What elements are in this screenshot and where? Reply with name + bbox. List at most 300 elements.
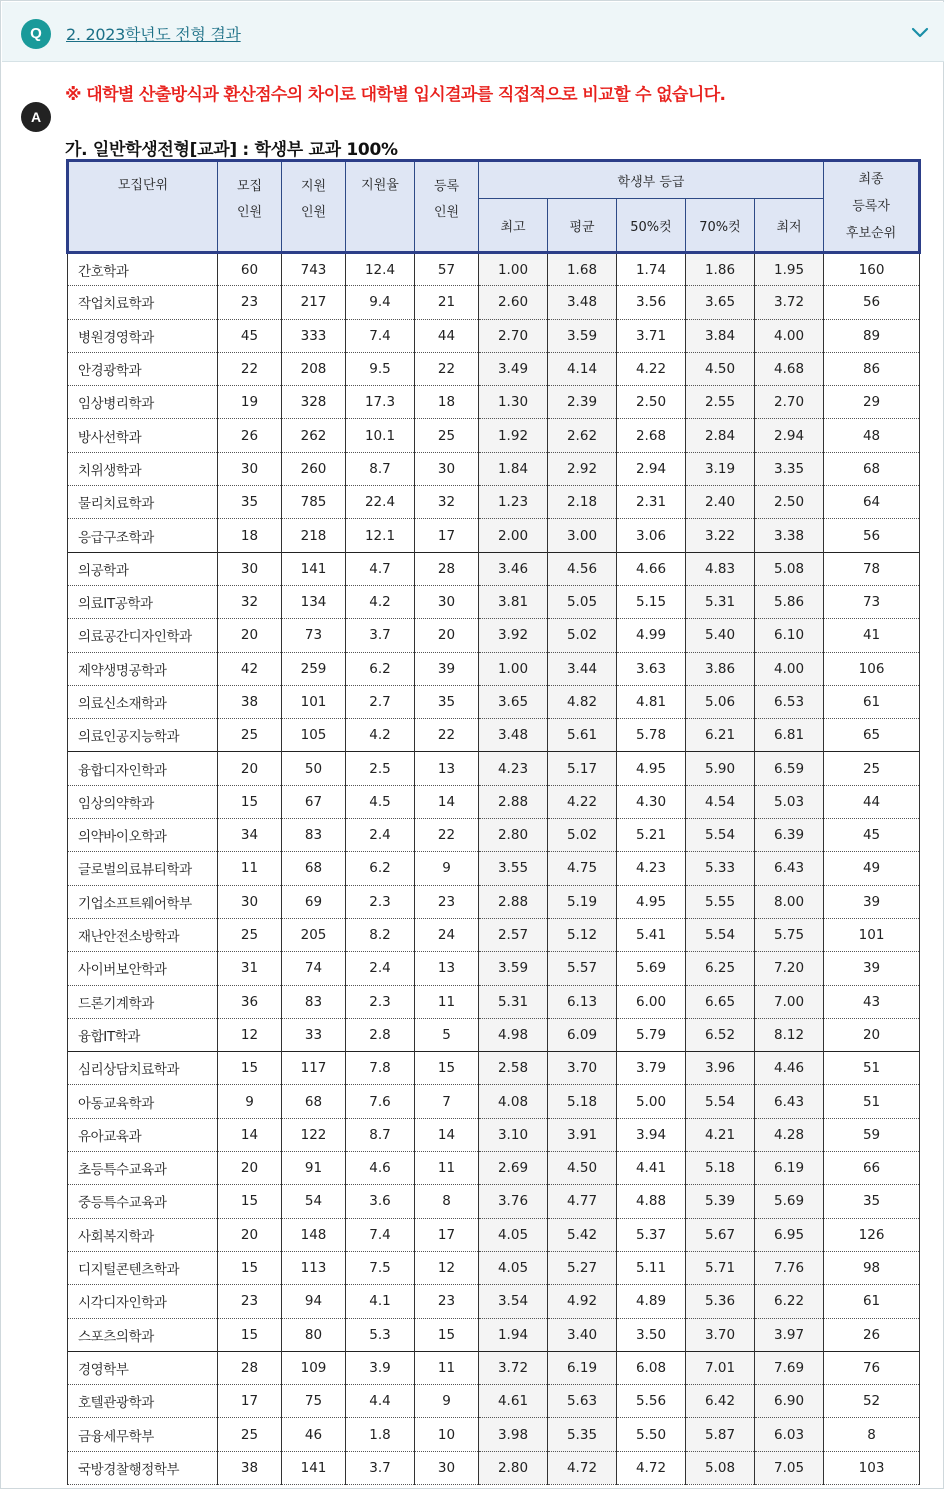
cell-grade-p70: 5.40 bbox=[686, 619, 755, 652]
cell-quota: 25 bbox=[218, 918, 282, 951]
cell-waitlist: 61 bbox=[824, 1285, 920, 1318]
cell-grade-min: 2.50 bbox=[755, 486, 824, 519]
cell-grade-p50: 4.30 bbox=[617, 785, 686, 818]
cell-registered: 30 bbox=[415, 452, 479, 485]
cell-waitlist: 65 bbox=[824, 719, 920, 752]
cell-grade-p50: 5.69 bbox=[617, 952, 686, 985]
cell-grade-p70: 5.39 bbox=[686, 1185, 755, 1218]
cell-quota: 15 bbox=[218, 1251, 282, 1284]
cell-applicants: 94 bbox=[282, 1285, 346, 1318]
cell-applicants: 80 bbox=[282, 1318, 346, 1351]
cell-grade-p70: 5.90 bbox=[686, 752, 755, 785]
cell-ratio: 8.2 bbox=[346, 918, 415, 951]
cell-grade-p70: 5.87 bbox=[686, 1418, 755, 1451]
cell-waitlist: 8 bbox=[824, 1418, 920, 1451]
answer-badge: A bbox=[21, 102, 51, 132]
cell-grade-min: 4.00 bbox=[755, 319, 824, 352]
table-row bbox=[68, 1052, 920, 1085]
cell-grade-p70: 5.71 bbox=[686, 1251, 755, 1284]
cell-grade-p50: 3.50 bbox=[617, 1318, 686, 1351]
cell-registered: 15 bbox=[415, 1052, 479, 1085]
cell-waitlist: 89 bbox=[824, 319, 920, 352]
cell-quota: 35 bbox=[218, 486, 282, 519]
table-row bbox=[68, 1185, 920, 1218]
header-ratio: 지원율 bbox=[346, 161, 415, 253]
cell-grade-avg: 4.82 bbox=[548, 685, 617, 718]
cell-waitlist: 98 bbox=[824, 1251, 920, 1284]
table-row bbox=[68, 519, 920, 552]
cell-grade-avg: 3.40 bbox=[548, 1318, 617, 1351]
cell-unit: 의료IT공학과 bbox=[68, 585, 218, 618]
cell-grade-p70: 3.65 bbox=[686, 286, 755, 319]
cell-grade-p70: 5.36 bbox=[686, 1285, 755, 1318]
cell-ratio: 2.5 bbox=[346, 752, 415, 785]
cell-grade-p50: 5.15 bbox=[617, 585, 686, 618]
cell-registered: 5 bbox=[415, 1018, 479, 1051]
cell-grade-max: 1.94 bbox=[479, 1318, 548, 1351]
cell-unit: 경영학부 bbox=[68, 1351, 218, 1384]
cell-registered: 57 bbox=[415, 253, 479, 286]
cell-quota: 25 bbox=[218, 1418, 282, 1451]
cell-unit: 심리상담치료학과 bbox=[68, 1052, 218, 1085]
cell-grade-max: 1.30 bbox=[479, 386, 548, 419]
cell-grade-min: 5.69 bbox=[755, 1185, 824, 1218]
cell-grade-p70: 5.54 bbox=[686, 1085, 755, 1118]
cell-waitlist: 44 bbox=[824, 785, 920, 818]
cell-grade-max: 3.65 bbox=[479, 685, 548, 718]
cell-grade-avg: 3.44 bbox=[548, 652, 617, 685]
cell-grade-p70: 2.55 bbox=[686, 386, 755, 419]
cell-grade-avg: 5.17 bbox=[548, 752, 617, 785]
cell-grade-avg: 5.42 bbox=[548, 1218, 617, 1251]
cell-quota: 25 bbox=[218, 719, 282, 752]
cell-grade-max: 3.92 bbox=[479, 619, 548, 652]
cell-unit: 중등특수교육과 bbox=[68, 1185, 218, 1218]
cell-grade-max: 1.00 bbox=[479, 652, 548, 685]
cell-grade-min: 8.00 bbox=[755, 885, 824, 918]
cell-applicants: 217 bbox=[282, 286, 346, 319]
cell-grade-min: 8.12 bbox=[755, 1018, 824, 1051]
cell-quota: 18 bbox=[218, 519, 282, 552]
cell-applicants: 75 bbox=[282, 1385, 346, 1418]
table-row bbox=[68, 685, 920, 718]
cell-grade-p70: 3.70 bbox=[686, 1318, 755, 1351]
header-applicants: 지원 인원 bbox=[282, 161, 346, 253]
cell-grade-p50: 5.41 bbox=[617, 918, 686, 951]
cell-applicants: 122 bbox=[282, 1118, 346, 1151]
cell-grade-max: 1.23 bbox=[479, 486, 548, 519]
cell-grade-max: 2.00 bbox=[479, 519, 548, 552]
cell-grade-max: 4.61 bbox=[479, 1385, 548, 1418]
cell-unit: 사이버보안학과 bbox=[68, 952, 218, 985]
cell-grade-p70: 6.21 bbox=[686, 719, 755, 752]
cell-waitlist: 86 bbox=[824, 352, 920, 385]
cell-quota: 20 bbox=[218, 619, 282, 652]
cell-grade-p70: 5.08 bbox=[686, 1451, 755, 1484]
table-row bbox=[68, 419, 920, 452]
cell-grade-avg: 5.02 bbox=[548, 819, 617, 852]
cell-grade-p70: 2.84 bbox=[686, 419, 755, 452]
table-row bbox=[68, 1152, 920, 1185]
cell-ratio: 12.4 bbox=[346, 253, 415, 286]
cell-ratio: 9.5 bbox=[346, 352, 415, 385]
cell-grade-avg: 5.12 bbox=[548, 918, 617, 951]
cell-grade-avg: 5.57 bbox=[548, 952, 617, 985]
cell-registered: 14 bbox=[415, 1118, 479, 1151]
cell-registered: 44 bbox=[415, 319, 479, 352]
table-row bbox=[68, 752, 920, 785]
cell-registered: 11 bbox=[415, 1351, 479, 1384]
table-row bbox=[68, 585, 920, 618]
cell-grade-p70: 3.96 bbox=[686, 1052, 755, 1085]
table-row bbox=[68, 486, 920, 519]
cell-applicants: 50 bbox=[282, 752, 346, 785]
cell-quota: 9 bbox=[218, 1085, 282, 1118]
cell-grade-min: 6.81 bbox=[755, 719, 824, 752]
cell-quota: 15 bbox=[218, 1052, 282, 1085]
cell-grade-max: 3.55 bbox=[479, 852, 548, 885]
cell-quota: 38 bbox=[218, 1451, 282, 1484]
cell-applicants: 141 bbox=[282, 552, 346, 585]
cell-grade-avg: 5.27 bbox=[548, 1251, 617, 1284]
cell-applicants: 113 bbox=[282, 1251, 346, 1284]
cell-grade-max: 2.57 bbox=[479, 918, 548, 951]
cell-unit: 디지털콘텐츠학과 bbox=[68, 1251, 218, 1284]
table-row bbox=[68, 552, 920, 585]
cell-grade-max: 4.05 bbox=[479, 1251, 548, 1284]
cell-grade-avg: 4.50 bbox=[548, 1152, 617, 1185]
cell-quota: 23 bbox=[218, 286, 282, 319]
cell-ratio: 12.1 bbox=[346, 519, 415, 552]
results-table bbox=[66, 159, 921, 1485]
cell-waitlist: 39 bbox=[824, 885, 920, 918]
cell-grade-min: 3.35 bbox=[755, 452, 824, 485]
cell-registered: 11 bbox=[415, 1152, 479, 1185]
cell-registered: 11 bbox=[415, 985, 479, 1018]
table-row bbox=[68, 452, 920, 485]
cell-ratio: 4.5 bbox=[346, 785, 415, 818]
cell-grade-p70: 2.40 bbox=[686, 486, 755, 519]
cell-grade-p70: 6.25 bbox=[686, 952, 755, 985]
cell-grade-p50: 2.68 bbox=[617, 419, 686, 452]
cell-waitlist: 73 bbox=[824, 585, 920, 618]
cell-registered: 17 bbox=[415, 519, 479, 552]
cell-applicants: 148 bbox=[282, 1218, 346, 1251]
cell-applicants: 218 bbox=[282, 519, 346, 552]
cell-grade-min: 2.94 bbox=[755, 419, 824, 452]
cell-unit: 아동교육학과 bbox=[68, 1085, 218, 1118]
cell-waitlist: 25 bbox=[824, 752, 920, 785]
cell-applicants: 260 bbox=[282, 452, 346, 485]
cell-grade-p70: 7.01 bbox=[686, 1351, 755, 1384]
cell-applicants: 33 bbox=[282, 1018, 346, 1051]
cell-grade-avg: 4.92 bbox=[548, 1285, 617, 1318]
cell-quota: 22 bbox=[218, 352, 282, 385]
cell-grade-p50: 5.78 bbox=[617, 719, 686, 752]
cell-registered: 21 bbox=[415, 286, 479, 319]
cell-waitlist: 59 bbox=[824, 1118, 920, 1151]
cell-quota: 17 bbox=[218, 1385, 282, 1418]
cell-grade-avg: 5.18 bbox=[548, 1085, 617, 1118]
table-row bbox=[68, 952, 920, 985]
cell-grade-max: 4.08 bbox=[479, 1085, 548, 1118]
cell-grade-p50: 3.63 bbox=[617, 652, 686, 685]
question-badge: Q bbox=[21, 19, 51, 49]
cell-ratio: 22.4 bbox=[346, 486, 415, 519]
cell-quota: 30 bbox=[218, 452, 282, 485]
cell-waitlist: 103 bbox=[824, 1451, 920, 1484]
cell-quota: 30 bbox=[218, 552, 282, 585]
cell-grade-max: 2.60 bbox=[479, 286, 548, 319]
cell-grade-min: 7.05 bbox=[755, 1451, 824, 1484]
cell-quota: 11 bbox=[218, 852, 282, 885]
cell-registered: 12 bbox=[415, 1251, 479, 1284]
cell-unit: 안경광학과 bbox=[68, 352, 218, 385]
cell-grade-max: 5.31 bbox=[479, 985, 548, 1018]
cell-grade-p50: 6.08 bbox=[617, 1351, 686, 1384]
cell-grade-p50: 5.79 bbox=[617, 1018, 686, 1051]
cell-quota: 15 bbox=[218, 785, 282, 818]
header-quota: 모집 인원 bbox=[218, 161, 282, 253]
cell-ratio: 9.4 bbox=[346, 286, 415, 319]
cell-ratio: 7.4 bbox=[346, 319, 415, 352]
cell-grade-p50: 4.95 bbox=[617, 885, 686, 918]
cell-grade-avg: 6.09 bbox=[548, 1018, 617, 1051]
cell-unit: 의료공간디자인학과 bbox=[68, 619, 218, 652]
cell-grade-p50: 5.50 bbox=[617, 1418, 686, 1451]
cell-quota: 42 bbox=[218, 652, 282, 685]
cell-ratio: 3.7 bbox=[346, 1451, 415, 1484]
header-grade-p70: 70%컷 bbox=[686, 199, 755, 253]
section-subtitle: 가. 일반학생전형[교과] : 학생부 교과 100% bbox=[65, 140, 398, 160]
cell-grade-p50: 3.71 bbox=[617, 319, 686, 352]
cell-unit: 금융세무학부 bbox=[68, 1418, 218, 1451]
cell-grade-avg: 3.00 bbox=[548, 519, 617, 552]
cell-grade-p50: 2.50 bbox=[617, 386, 686, 419]
cell-grade-min: 7.20 bbox=[755, 952, 824, 985]
table-row bbox=[68, 719, 920, 752]
cell-grade-p50: 3.56 bbox=[617, 286, 686, 319]
cell-applicants: 259 bbox=[282, 652, 346, 685]
cell-grade-max: 2.88 bbox=[479, 885, 548, 918]
cell-ratio: 2.7 bbox=[346, 685, 415, 718]
cell-quota: 28 bbox=[218, 1351, 282, 1384]
question-header[interactable] bbox=[2, 2, 944, 62]
cell-grade-min: 7.69 bbox=[755, 1351, 824, 1384]
cell-grade-min: 6.53 bbox=[755, 685, 824, 718]
cell-grade-min: 6.39 bbox=[755, 819, 824, 852]
table-row bbox=[68, 1318, 920, 1351]
cell-waitlist: 49 bbox=[824, 852, 920, 885]
cell-grade-p70: 3.19 bbox=[686, 452, 755, 485]
cell-registered: 22 bbox=[415, 352, 479, 385]
notice-text: ※ 대학별 산출방식과 환산점수의 차이로 대학별 입시결과를 직접적으로 비교할 수 없습니다. bbox=[65, 85, 726, 105]
cell-applicants: 262 bbox=[282, 419, 346, 452]
cell-grade-max: 1.92 bbox=[479, 419, 548, 452]
cell-grade-avg: 4.22 bbox=[548, 785, 617, 818]
cell-grade-p50: 5.11 bbox=[617, 1251, 686, 1284]
cell-grade-p70: 5.31 bbox=[686, 585, 755, 618]
cell-registered: 22 bbox=[415, 819, 479, 852]
cell-unit: 임상병리학과 bbox=[68, 386, 218, 419]
cell-ratio: 17.3 bbox=[346, 386, 415, 419]
cell-applicants: 743 bbox=[282, 253, 346, 286]
cell-grade-max: 3.48 bbox=[479, 719, 548, 752]
cell-grade-p50: 4.99 bbox=[617, 619, 686, 652]
table-row bbox=[68, 319, 920, 352]
cell-grade-min: 4.00 bbox=[755, 652, 824, 685]
cell-grade-avg: 5.19 bbox=[548, 885, 617, 918]
cell-unit: 임상의약학과 bbox=[68, 785, 218, 818]
cell-grade-avg: 4.14 bbox=[548, 352, 617, 385]
cell-grade-avg: 1.68 bbox=[548, 253, 617, 286]
cell-waitlist: 126 bbox=[824, 1218, 920, 1251]
cell-grade-p70: 1.86 bbox=[686, 253, 755, 286]
header-grade-min: 최저 bbox=[755, 199, 824, 253]
cell-applicants: 73 bbox=[282, 619, 346, 652]
cell-grade-p50: 4.23 bbox=[617, 852, 686, 885]
cell-grade-p50: 3.94 bbox=[617, 1118, 686, 1151]
cell-registered: 39 bbox=[415, 652, 479, 685]
table-row bbox=[68, 619, 920, 652]
cell-registered: 9 bbox=[415, 852, 479, 885]
cell-ratio: 4.1 bbox=[346, 1285, 415, 1318]
cell-waitlist: 106 bbox=[824, 652, 920, 685]
cell-grade-max: 1.00 bbox=[479, 253, 548, 286]
cell-registered: 7 bbox=[415, 1085, 479, 1118]
cell-waitlist: 39 bbox=[824, 952, 920, 985]
cell-grade-p50: 4.95 bbox=[617, 752, 686, 785]
cell-applicants: 205 bbox=[282, 918, 346, 951]
table-row bbox=[68, 1118, 920, 1151]
cell-ratio: 2.4 bbox=[346, 952, 415, 985]
table-row bbox=[68, 286, 920, 319]
cell-waitlist: 101 bbox=[824, 918, 920, 951]
table-row bbox=[68, 1218, 920, 1251]
cell-grade-min: 5.75 bbox=[755, 918, 824, 951]
cell-grade-avg: 3.70 bbox=[548, 1052, 617, 1085]
cell-grade-p70: 5.54 bbox=[686, 819, 755, 852]
header-waitlist: 최종 등록자 후보순위 bbox=[824, 161, 920, 253]
cell-ratio: 7.4 bbox=[346, 1218, 415, 1251]
cell-ratio: 3.7 bbox=[346, 619, 415, 652]
cell-waitlist: 64 bbox=[824, 486, 920, 519]
cell-unit: 방사선학과 bbox=[68, 419, 218, 452]
cell-registered: 10 bbox=[415, 1418, 479, 1451]
cell-registered: 24 bbox=[415, 918, 479, 951]
cell-registered: 8 bbox=[415, 1185, 479, 1218]
cell-registered: 25 bbox=[415, 419, 479, 452]
cell-waitlist: 56 bbox=[824, 519, 920, 552]
cell-grade-p70: 4.21 bbox=[686, 1118, 755, 1151]
table-row bbox=[68, 985, 920, 1018]
cell-grade-p50: 5.56 bbox=[617, 1385, 686, 1418]
cell-grade-max: 2.70 bbox=[479, 319, 548, 352]
cell-grade-max: 2.80 bbox=[479, 819, 548, 852]
cell-registered: 32 bbox=[415, 486, 479, 519]
cell-grade-min: 7.00 bbox=[755, 985, 824, 1018]
cell-waitlist: 45 bbox=[824, 819, 920, 852]
cell-ratio: 3.6 bbox=[346, 1185, 415, 1218]
cell-unit: 의료인공지능학과 bbox=[68, 719, 218, 752]
cell-registered: 35 bbox=[415, 685, 479, 718]
cell-grade-max: 3.76 bbox=[479, 1185, 548, 1218]
cell-quota: 15 bbox=[218, 1185, 282, 1218]
cell-grade-min: 6.59 bbox=[755, 752, 824, 785]
cell-registered: 22 bbox=[415, 719, 479, 752]
cell-applicants: 67 bbox=[282, 785, 346, 818]
cell-ratio: 2.8 bbox=[346, 1018, 415, 1051]
header-grade-group: 학생부 등급 bbox=[479, 161, 824, 199]
cell-unit: 의공학과 bbox=[68, 552, 218, 585]
cell-grade-max: 2.69 bbox=[479, 1152, 548, 1185]
cell-grade-max: 3.98 bbox=[479, 1418, 548, 1451]
cell-grade-p70: 6.65 bbox=[686, 985, 755, 1018]
cell-grade-p70: 5.33 bbox=[686, 852, 755, 885]
cell-quota: 45 bbox=[218, 319, 282, 352]
cell-registered: 30 bbox=[415, 585, 479, 618]
question-title-link[interactable]: 2. 2023학년도 전형 결과 bbox=[66, 25, 241, 44]
cell-quota: 34 bbox=[218, 819, 282, 852]
cell-grade-min: 6.95 bbox=[755, 1218, 824, 1251]
cell-ratio: 4.6 bbox=[346, 1152, 415, 1185]
cell-grade-p50: 2.94 bbox=[617, 452, 686, 485]
cell-unit: 호텔관광학과 bbox=[68, 1385, 218, 1418]
cell-grade-min: 3.97 bbox=[755, 1318, 824, 1351]
cell-grade-max: 3.46 bbox=[479, 552, 548, 585]
cell-grade-min: 7.76 bbox=[755, 1251, 824, 1284]
cell-applicants: 68 bbox=[282, 1085, 346, 1118]
cell-grade-avg: 2.18 bbox=[548, 486, 617, 519]
chevron-down-icon[interactable] bbox=[910, 22, 930, 42]
cell-ratio: 8.7 bbox=[346, 1118, 415, 1151]
cell-ratio: 10.1 bbox=[346, 419, 415, 452]
cell-applicants: 46 bbox=[282, 1418, 346, 1451]
cell-unit: 글로벌의료뷰티학과 bbox=[68, 852, 218, 885]
cell-quota: 12 bbox=[218, 1018, 282, 1051]
cell-unit: 응급구조학과 bbox=[68, 519, 218, 552]
cell-grade-avg: 4.72 bbox=[548, 1451, 617, 1484]
cell-applicants: 101 bbox=[282, 685, 346, 718]
cell-waitlist: 76 bbox=[824, 1351, 920, 1384]
header-registered: 등록 인원 bbox=[415, 161, 479, 253]
cell-waitlist: 43 bbox=[824, 985, 920, 1018]
cell-applicants: 333 bbox=[282, 319, 346, 352]
cell-grade-avg: 2.62 bbox=[548, 419, 617, 452]
cell-unit: 간호학과 bbox=[68, 253, 218, 286]
cell-ratio: 7.8 bbox=[346, 1052, 415, 1085]
cell-quota: 31 bbox=[218, 952, 282, 985]
cell-applicants: 69 bbox=[282, 885, 346, 918]
cell-grade-avg: 2.92 bbox=[548, 452, 617, 485]
cell-grade-max: 4.23 bbox=[479, 752, 548, 785]
cell-grade-avg: 4.75 bbox=[548, 852, 617, 885]
cell-unit: 유아교육과 bbox=[68, 1118, 218, 1151]
cell-grade-min: 6.03 bbox=[755, 1418, 824, 1451]
cell-grade-p70: 4.83 bbox=[686, 552, 755, 585]
cell-applicants: 134 bbox=[282, 585, 346, 618]
cell-grade-avg: 4.56 bbox=[548, 552, 617, 585]
cell-waitlist: 160 bbox=[824, 253, 920, 286]
cell-ratio: 5.3 bbox=[346, 1318, 415, 1351]
cell-waitlist: 51 bbox=[824, 1052, 920, 1085]
cell-grade-avg: 3.48 bbox=[548, 286, 617, 319]
cell-grade-p70: 3.86 bbox=[686, 652, 755, 685]
cell-ratio: 4.2 bbox=[346, 719, 415, 752]
table-row bbox=[68, 386, 920, 419]
cell-registered: 28 bbox=[415, 552, 479, 585]
cell-unit: 재난안전소방학과 bbox=[68, 918, 218, 951]
